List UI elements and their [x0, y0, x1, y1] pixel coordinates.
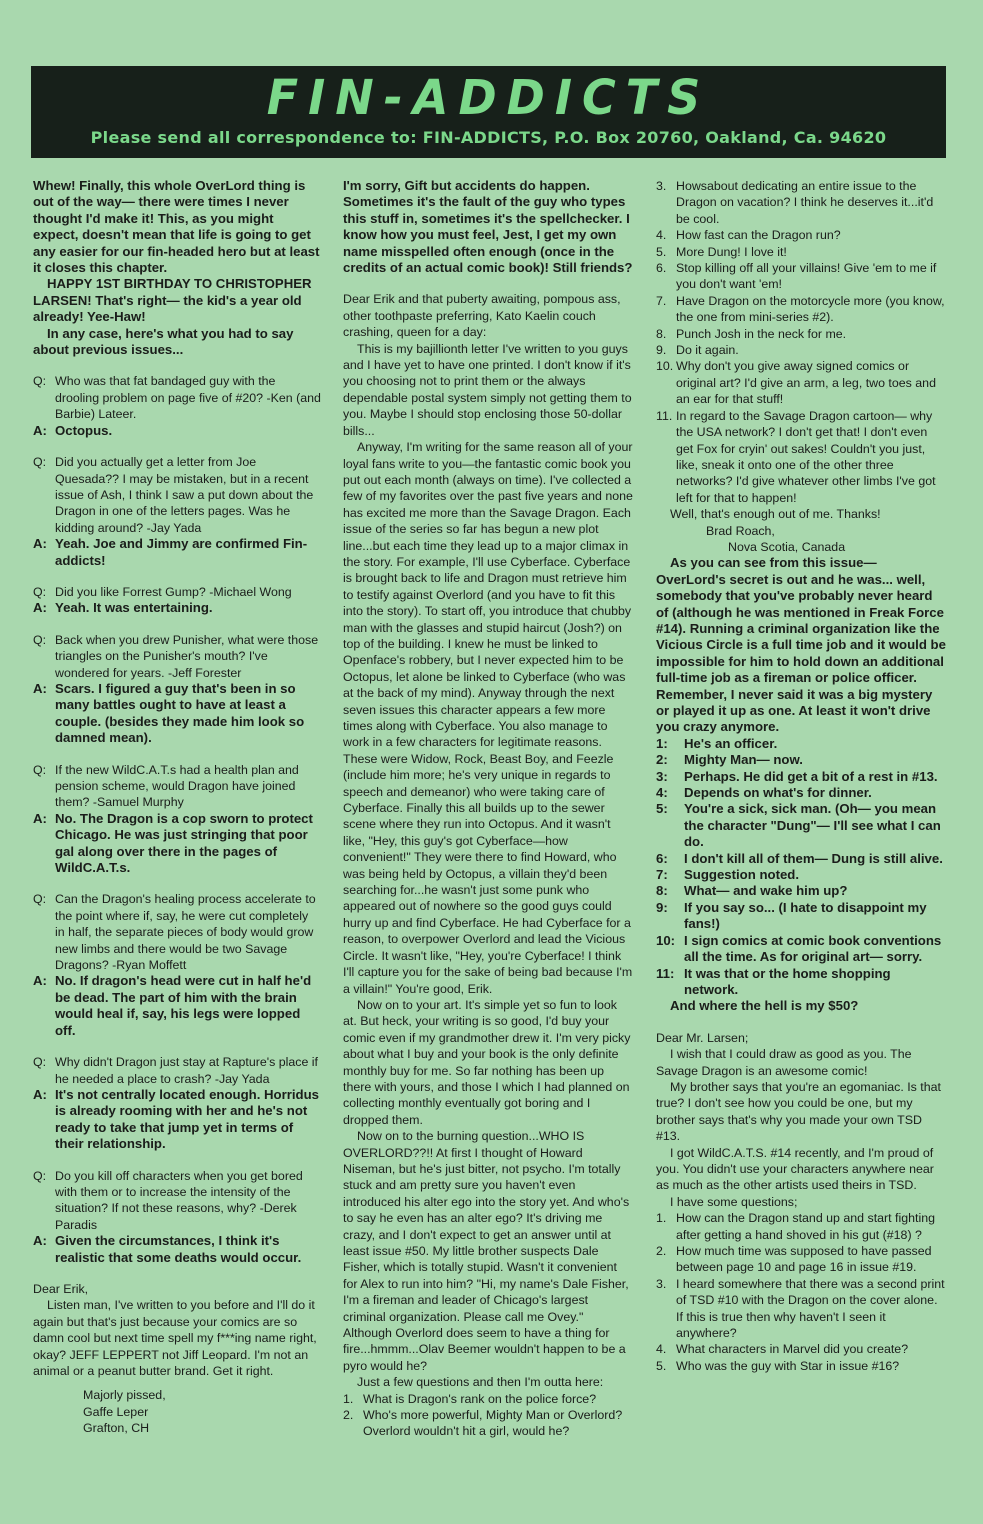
- list-item: 6. Stop killing off all your villains! Give 'em to me if you don't want 'em!: [656, 261, 937, 292]
- answer-item: 2: Mighty Man— now.: [656, 752, 803, 768]
- answer: A: No. If dragon's head were cut in half he'd be dead. The part of him with the brain would heal if, say, his legs were lopped off.: [33, 973, 312, 1038]
- question: Q: Do you kill off characters when you get bored with them or to increase the intensity of the situation? If not these reasons, why? -Derek Paradis: [33, 1168, 303, 1232]
- editor-lead-in: In any case, here's what you had to say about previous issues...: [33, 325, 294, 358]
- qa-block: [33, 1168, 321, 1266]
- answer-item: 5: You're a sick, sick man. (Oh— you mean the character "Dung"— I'll see what I can do.: [656, 801, 941, 850]
- answer: A: Yeah. Joe and Jimmy are confirmed Fin-addicts!: [33, 536, 308, 568]
- qa-block: [33, 762, 321, 877]
- letter-signature: Gaffe Leper: [83, 1404, 149, 1419]
- answer: A: Yeah. It was entertaining.: [33, 600, 213, 616]
- list-item: 9. Do it again.: [656, 343, 739, 358]
- list-item: 2. How much time was supposed to have passed between page 10 and page 16 in issue #19.: [656, 1244, 932, 1275]
- question: Q: Who was that fat bandaged guy with the drooling problem on page five of #20? -Ken (and Barbie) Lateer.: [33, 374, 321, 422]
- mailing-address: Please send all correspondence to: FIN-ADDICTS, P.O. Box 20760, Oakland, Ca. 94620: [90, 128, 887, 147]
- column-3: [656, 178, 946, 1374]
- letter-paragraph: I have some questions;: [670, 1194, 798, 1209]
- question: Q: Did you like Forrest Gump? -Michael Wong: [33, 584, 292, 599]
- editor-fifty: And where the hell is my $50?: [670, 998, 859, 1014]
- letter-paragraph: Anyway, I'm writing for the same reason all of your loyal fans write to you—the fantastic comic book you put out each month (always on time). I've collected a few of my favorites over the past five years and none has excited me more than the Savage Dragon. Each issue of the series so far has begun a new plot line...but each time they lead up to a major climax in the story. For example, I'll use Cyberface. Cyberface is brought back to life and Dragon must retrieve him to testify against Overlord (and you have to fit this into the story). To start off, you introduce that chubby man with the glasses and stupid haircut (Josh?) on top of the building. I knew he must be linked to Openface's robbery, but I never expected him to be Octopus, let alone be linked to Cyberface (who was at the back of my mind). Anyway through the next seven issues this character appears a few more times along with Cyberface. You also manage to work in a few characters for legitimate reasons. These were Widow, Rock, Beast Boy, and Feezle (include him more; he's very unique in regards to speech and demeanor) who were taking care of Cyberface. Finally this all builds up to the sewer scene where they run into Octopus. And it wasn't like, "Hey, this guy's got Cyberface—how convenient!" They were there to find Howard, who was being held by Octopus, a villain they'd been searching for...he wasn't just some punk who appeared out of nowhere so the good guys could hurry up and find Cyberface. He had Cyberface for a reason, to overpower Overlord and lead the Vicious Circle. It wasn't like, "Hey, you're Cyberface! I think I'll capture you for the sake of being bad because I'm a villain!" You're good, Erik.: [343, 440, 633, 996]
- header-banner: [31, 66, 946, 158]
- question: Q: Can the Dragon's healing process accelerate to the point where if, say, he were cut completely in half, the separate pieces of body would grow new limbs and there would be two Savage Dragons? -Ryan Moffett: [33, 892, 316, 973]
- letter-greeting: Dear Mr. Larsen;: [656, 1030, 749, 1045]
- editor-intro: Whew! Finally, this whole OverLord thing is out of the way— there were times I never thought I'd make it! This, as you might expect, doesn't mean that life is going to get any easier for our fin-headed hero but at least it closes this chapter.: [33, 178, 320, 276]
- letter-location: Nova Scotia, Canada: [728, 539, 846, 554]
- list-item: 5. More Dung! I love it!: [656, 244, 787, 259]
- answer: A: Octopus.: [33, 422, 113, 438]
- qa-block: [33, 632, 321, 747]
- list-item: 1. What is Dragon's rank on the police force?: [343, 1391, 597, 1406]
- list-item: 3. I heard somewhere that there was a second print of TSD #10 with the Dragon on the cover alone. If this is true then why haven't I seen it anywhere?: [656, 1276, 945, 1341]
- editor-reply: I'm sorry, Gift but accidents do happen. Sometimes it's the fault of the guy who types this stuff in, sometimes it's the spellchecker. I know how you must feel, Jest, I get my own name misspelled often enough (once in the credits of an actual comic book)! Still friends?: [343, 178, 633, 276]
- list-item: 4. How fast can the Dragon run?: [656, 228, 841, 243]
- list-item: 10. Why don't you give away signed comics or original art? I'd give an arm, a leg, two toes and an ear for that stuff!: [656, 359, 936, 407]
- qa-block: [33, 454, 321, 569]
- question: Q: Did you actually get a letter from Joe Quesada?? I may be mistaken, but in a recent issue of Ash, I think I saw a put down about the Dragon in one of the letters pages. Was he kidding around? -Jay Yada: [33, 455, 314, 535]
- letter-greeting: Dear Erik,: [33, 1281, 89, 1296]
- letter-signature: Brad Roach,: [706, 523, 775, 538]
- answer-item: 9: If you say so... (I hate to disappoint my fans!): [656, 899, 927, 932]
- answer-item: 10: I sign comics at comic book conventions all the time. As for original art— sorry.: [656, 932, 942, 965]
- answer-item: 3: Perhaps. He did get a bit of a rest in #13.: [656, 768, 938, 784]
- list-item: 11. In regard to the Savage Dragon cartoon— why the USA network? I don't get that! I don't even get Fox for cryin' out sakes! Couldn't you just, like, sneak it onto one of the other three networks? I'd give whatever other limbs I've got left for that to happen!: [656, 408, 936, 505]
- answer-item: 8: What— and wake him up?: [656, 883, 848, 899]
- qa-block: [33, 1054, 321, 1152]
- letter-paragraph: Now on to the burning question...WHO IS OVERLORD??!! At first I thought of Howard Niseman, but he's just bitter, not psycho. I'm totally stuck and am pretty sure you haven't even introduced his alter ego into the story yet. And who's to say he even has an alter ego? It's driving me crazy, and I don't expect to get an answer until at least issue #50. My little brother suspects Dale Fisher, which is totally stupid. Wasn't it convenient for Alex to run into him? "Hi, my name's Dale Fisher, I'm a fireman and leader of Chicago's largest criminal organization. Please call me Ovey." Although Overlord does seem to have a thing for fire...hmmm...Olav Beemer wouldn't happen to be a pyro would he?: [343, 1129, 630, 1373]
- letter-body: Listen man, I've written to you before and I'll do it again but that's just because your comics are so damn cool but next time spell my f***ing name right, okay? JEFF LEPPERT not Jiff Leopard. I'm not an animal or a peanut butter brand. Get it right.: [33, 1298, 317, 1378]
- answer-item: 1: He's an officer.: [656, 735, 778, 751]
- letter-paragraph: I got WildC.A.T.S. #14 recently, and I'm proud of you. You didn't use your characters anywhere near as much as the other artists used theirs in TSD.: [656, 1145, 934, 1193]
- column-1: [33, 178, 321, 1437]
- answer-item: 11: It was that or the home shopping network.: [656, 965, 891, 997]
- qa-block: [33, 373, 321, 439]
- list-item: 4. What characters in Marvel did you create?: [656, 1342, 909, 1357]
- letter-paragraph: My brother says that you're an egomaniac. Is that true? I don't see how you could be one, but my brother says that's why you made your own TSD #13.: [656, 1079, 941, 1144]
- answer-item: 6: I don't kill all of them— Dung is still alive.: [656, 850, 943, 866]
- answer: A: No. The Dragon is a cop sworn to protect Chicago. He was just stringing that poor gal along over there in the pages of WildC.A.T.s.: [33, 810, 313, 876]
- qa-block: [33, 584, 321, 617]
- editor-birthday: HAPPY 1ST BIRTHDAY TO CHRISTOPHER LARSEN! That's right— the kid's a year old already! Yee-Haw!: [33, 276, 312, 325]
- list-item: 2. Who's more powerful, Mighty Man or Overlord? Overlord wouldn't hit a girl, would he?: [343, 1408, 623, 1439]
- page-title: FIN-ADDICTS: [266, 68, 711, 126]
- question: Q: Why didn't Dragon just stay at Rapture's place if he needed a place to crash? -Jay Yada: [33, 1055, 318, 1086]
- list-item: 7. Have Dragon on the motorcycle more (you know, the one from mini-series #2).: [656, 293, 945, 325]
- question: Q: If the new WildC.A.T.s had a health plan and pension scheme, would Dragon have joined them? -Samuel Murphy: [33, 762, 299, 810]
- letter-closing: Well, that's enough out of me. Thanks!: [670, 507, 881, 522]
- editor-reply: As you can see from this issue— OverLord's secret is out and he was... well, somebody that you've probably never heard of (although he was mentioned in Freak Force #14). Running a criminal organization like the Vicious Circle is a full time job and it would be impossible for him to hold down an additional full-time job as a fireman or police officer. Remember, I never said it was a big mystery or played it up as one. At least it won't drive you crazy anymore.: [656, 555, 946, 735]
- list-item: 3. Howsabout dedicating an entire issue to the Dragon on vacation? I think he deserves it...it'd be cool.: [656, 179, 934, 226]
- answer: A: It's not centrally located enough. Horridus is already rooming with her and he's not ready to take that jump yet in terms of their relationship.: [33, 1086, 319, 1152]
- letter-location: Grafton, CH: [83, 1421, 150, 1436]
- qa-block: [33, 891, 321, 1039]
- answer: A: Given the circumstances, I think it's realistic that some deaths would occur.: [33, 1233, 302, 1265]
- letter-paragraph: I wish that I could draw as good as you. The Savage Dragon is an awesome comic!: [656, 1047, 912, 1078]
- list-item: 8. Punch Josh in the neck for me.: [656, 326, 847, 341]
- column-2: [343, 178, 633, 1440]
- answer: A: Scars. I figured a guy that's been in so many battles ought to have at least a couple. (besides they made him look so damned mean).: [33, 680, 305, 746]
- list-item: 1. How can the Dragon stand up and start fighting after getting a hand shoved in his gut (#18) ?: [656, 1211, 935, 1242]
- letter-paragraph: Just a few questions and then I'm outta here:: [357, 1375, 604, 1390]
- letter-signoff: Majorly pissed,: [83, 1388, 166, 1403]
- list-item: 5. Who was the guy with Star in issue #16?: [656, 1358, 900, 1373]
- answer-item: 4: Depends on what's for dinner.: [656, 785, 872, 801]
- question: Q: Back when you drew Punisher, what were those triangles on the Punisher's mouth? I've wondered for years. -Jeff Forester: [33, 632, 319, 680]
- letter-paragraph: Now on to your art. It's simple yet so fun to look at. But heck, your writing is so good, I'd buy your comic even if my grandmother drew it. I'm very picky about what I buy and your book is the only definite monthly buy for me. So far nothing has been up there with yours, and those I which I had planned on collecting monthly eventually got boring and I dropped them.: [343, 997, 631, 1127]
- letter-greeting: Dear Erik and that puberty awaiting, pompous ass, other toothpaste preferring, Kato Kaelin couch crashing, queen for a day:: [343, 292, 621, 340]
- answer-item: 7: Suggestion noted.: [656, 867, 800, 883]
- letter-paragraph: This is my bajillionth letter I've written to you guys and I have yet to have one printed. I don't know if it's you choosing not to print them or the always dependable postal system simply not getting them to you. Maybe I should stop enclosing those 50-dollar bills...: [343, 341, 632, 438]
